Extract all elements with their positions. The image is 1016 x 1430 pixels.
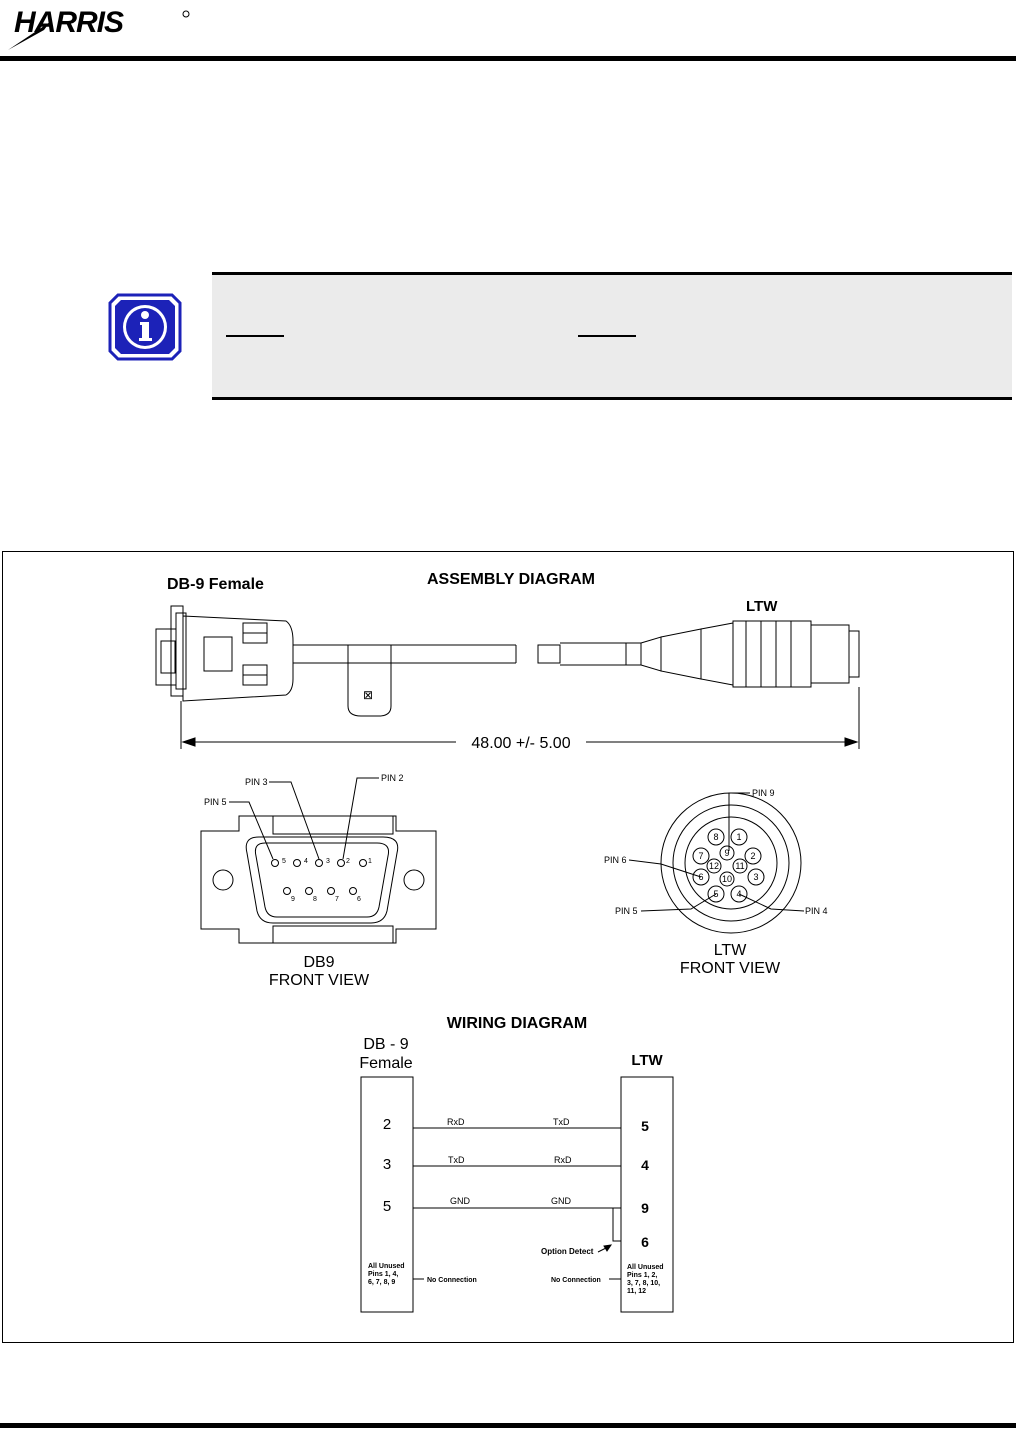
ltw-pin-12: 12 bbox=[708, 861, 720, 871]
right-no-connection: No Connection bbox=[551, 1277, 601, 1284]
db9-female-label: DB-9 Female bbox=[167, 576, 264, 593]
right-pin-6: 6 bbox=[641, 1234, 649, 1250]
db9-pin-4: 4 bbox=[304, 858, 308, 865]
harris-logo bbox=[4, 2, 194, 52]
length-label: 48.00 +/- 5.00 bbox=[471, 735, 571, 752]
db9-caption-1: DB9 bbox=[303, 954, 335, 971]
length-dimension bbox=[181, 687, 859, 752]
db9-pin-1: 1 bbox=[368, 858, 372, 865]
wiring-title: WIRING DIAGRAM bbox=[446, 1015, 588, 1032]
right-unused-1: All Unused bbox=[627, 1264, 664, 1271]
db9-front-view bbox=[201, 816, 436, 943]
right-pin-9: 9 bbox=[641, 1200, 649, 1216]
ltw-caption-2: FRONT VIEW bbox=[679, 960, 781, 977]
db9-pin-5: 5 bbox=[282, 858, 286, 865]
right-unused-4: 11, 12 bbox=[627, 1288, 647, 1295]
right-unused-2: Pins 1, 2, bbox=[627, 1272, 658, 1279]
signal-rxd-left: RxD bbox=[447, 1117, 465, 1127]
ltw-pin-3: 3 bbox=[753, 872, 759, 882]
ltw-pin-8: 8 bbox=[713, 832, 719, 842]
db9-caption-2: FRONT VIEW bbox=[268, 972, 370, 989]
cable-figure bbox=[2, 551, 1014, 1343]
left-unused-3: 6, 7, 8, 9 bbox=[368, 1279, 396, 1286]
ltw-pin-4: 4 bbox=[736, 889, 742, 899]
left-unused-2: Pins 1, 4, bbox=[368, 1271, 399, 1278]
ltw-pin4-callout: PIN 4 bbox=[805, 906, 828, 916]
ltw-label: LTW bbox=[746, 598, 778, 615]
footer-rule bbox=[0, 1423, 1016, 1428]
registered-mark bbox=[183, 11, 189, 17]
note-box bbox=[212, 272, 1012, 400]
ltw-caption-1: LTW bbox=[713, 942, 747, 959]
svg-text:⊠: ⊠ bbox=[363, 688, 374, 702]
ltw-pin-10: 10 bbox=[721, 874, 733, 884]
left-pin-5: 5 bbox=[382, 1198, 392, 1215]
left-pin-2: 2 bbox=[382, 1116, 392, 1133]
db9-pin3-callout: PIN 3 bbox=[245, 777, 268, 787]
note-underline-2 bbox=[578, 335, 636, 337]
ltw-connector-drawing bbox=[538, 621, 859, 687]
ltw-pin-6: 6 bbox=[698, 872, 704, 882]
signal-txd-left: TxD bbox=[448, 1155, 465, 1165]
left-unused-1: All Unused bbox=[368, 1263, 405, 1270]
wiring-left-header-2: Female bbox=[359, 1055, 413, 1072]
right-pin-5: 5 bbox=[641, 1118, 649, 1134]
wiring-left-header-1: DB - 9 bbox=[363, 1036, 409, 1053]
wiring-right-header: LTW bbox=[631, 1052, 663, 1069]
db9-pin-7: 7 bbox=[335, 896, 339, 903]
ltw-pin-5: 5 bbox=[713, 889, 719, 899]
db9-pin-8: 8 bbox=[313, 896, 317, 903]
signal-rxd-right: RxD bbox=[554, 1155, 572, 1165]
db9-pin-2: 2 bbox=[346, 858, 350, 865]
db9-pin-6: 6 bbox=[357, 896, 361, 903]
header-rule bbox=[0, 56, 1016, 61]
right-unused-3: 3, 7, 8, 10, bbox=[627, 1280, 661, 1287]
db9-pin2-callout: PIN 2 bbox=[381, 773, 404, 783]
note-underline-1 bbox=[226, 335, 284, 337]
signal-gnd-right: GND bbox=[551, 1196, 571, 1206]
left-no-connection: No Connection bbox=[427, 1277, 477, 1284]
signal-gnd-left: GND bbox=[450, 1196, 470, 1206]
logo-text: HARRIS bbox=[14, 6, 124, 39]
assembly-title: ASSEMBLY DIAGRAM bbox=[426, 571, 596, 588]
left-pin-3: 3 bbox=[382, 1156, 392, 1173]
figure-drawing bbox=[3, 552, 1013, 1342]
info-icon bbox=[108, 293, 182, 361]
ltw-pin-7: 7 bbox=[698, 851, 704, 861]
db9-connector-drawing bbox=[156, 606, 516, 716]
ltw-front-view bbox=[661, 793, 801, 933]
ltw-pin-9: 9 bbox=[724, 848, 730, 858]
db9-pin-3: 3 bbox=[326, 858, 330, 865]
db9-pin-9: 9 bbox=[291, 896, 295, 903]
option-detect-label: Option Detect bbox=[541, 1247, 594, 1256]
signal-txd-right: TxD bbox=[553, 1117, 570, 1127]
ltw-pin-1: 1 bbox=[736, 832, 742, 842]
db9-pin5-callout: PIN 5 bbox=[204, 797, 227, 807]
ltw-pin-11: 11 bbox=[735, 861, 745, 871]
ltw-pin9-callout: PIN 9 bbox=[752, 788, 775, 798]
ltw-pin5-callout: PIN 5 bbox=[615, 906, 638, 916]
ltw-pin-2: 2 bbox=[750, 851, 756, 861]
wire-option-detect bbox=[613, 1208, 621, 1241]
right-pin-4: 4 bbox=[641, 1157, 649, 1173]
ltw-pin6-callout: PIN 6 bbox=[604, 855, 627, 865]
